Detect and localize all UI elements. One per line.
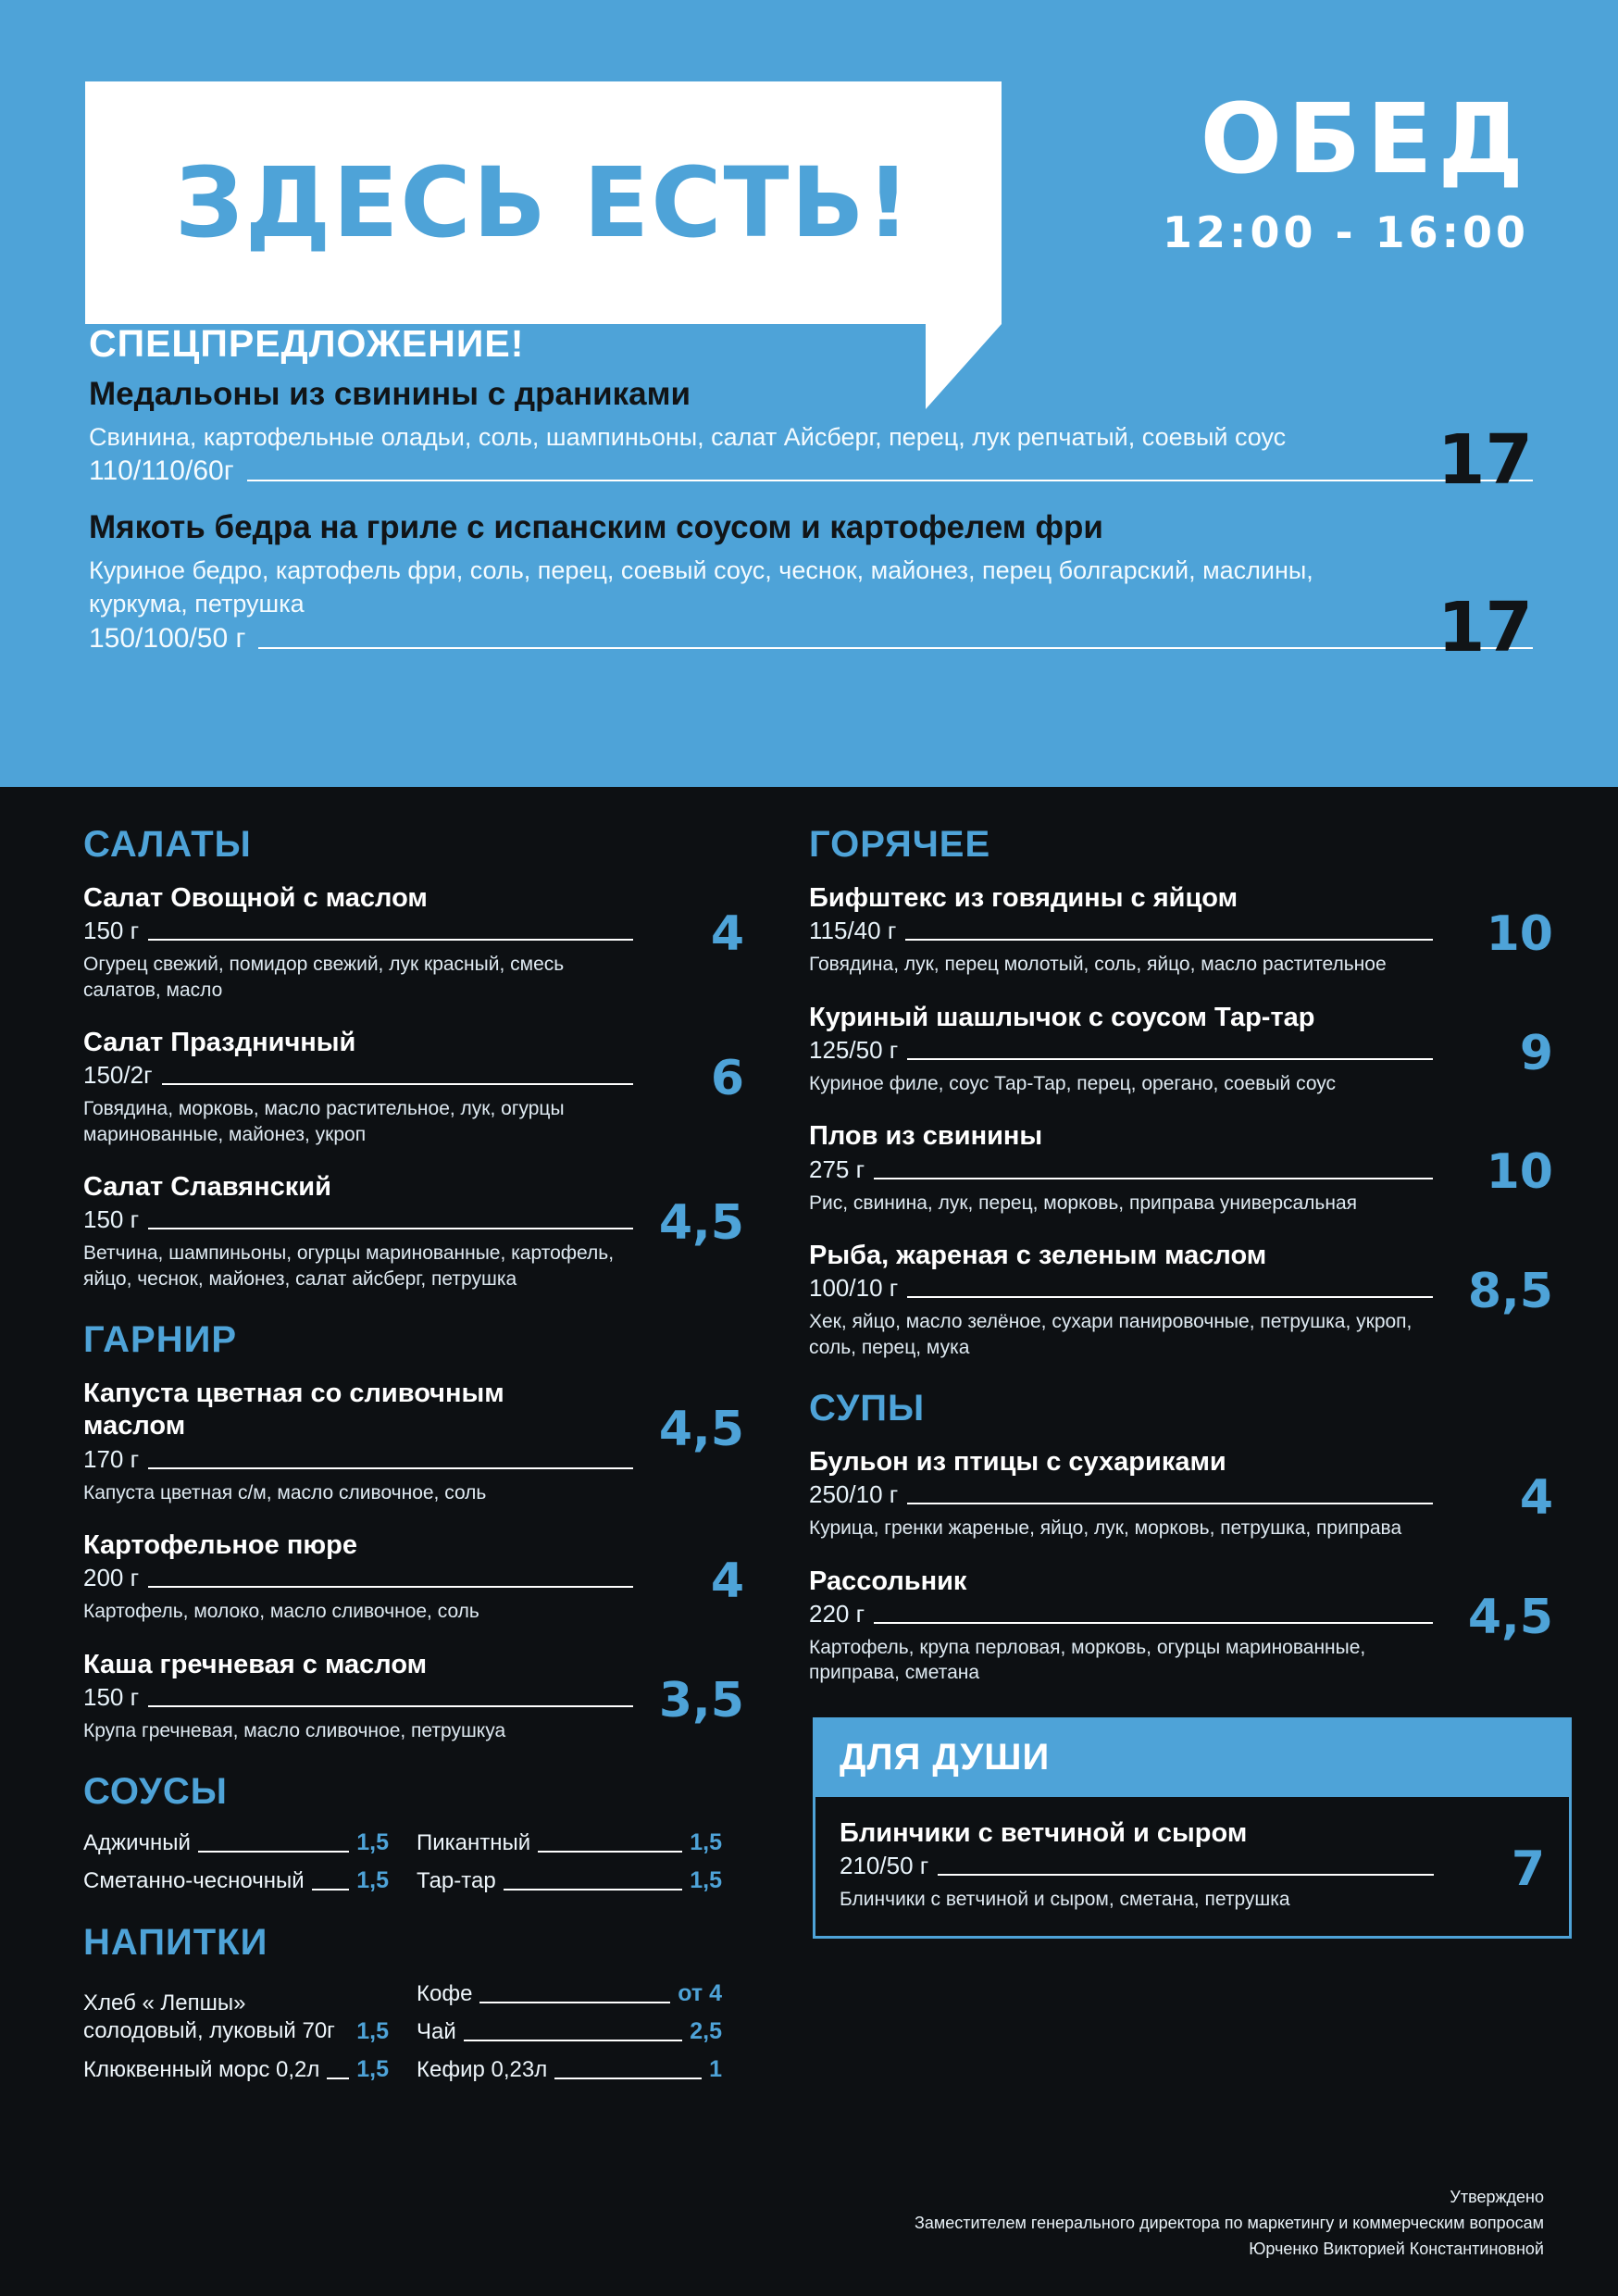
menu-item bbox=[809, 1002, 1553, 1097]
footer-line-3: Юрченко Викторией Константиновной bbox=[1249, 2240, 1544, 2259]
menu-item-row bbox=[83, 1683, 633, 1712]
lunch-block bbox=[1163, 82, 1529, 257]
menu-item-ingredients: Огурец свежий, помидор свежий, лук красный, смесь салатов, масло bbox=[83, 954, 565, 1001]
special-item-weight: 150/100/50 г bbox=[89, 622, 246, 654]
menu-item bbox=[83, 1027, 744, 1147]
menu-item-row bbox=[809, 1155, 1433, 1184]
menu-item bbox=[809, 1240, 1553, 1360]
drink-row bbox=[417, 2056, 722, 2083]
for-the-soul-body bbox=[815, 1797, 1569, 1937]
menu-item-price: 3,5 bbox=[658, 1672, 744, 1728]
special-item-name: Медальоны из свинины с драниками bbox=[89, 376, 691, 412]
menu-item-price: 6 bbox=[710, 1050, 744, 1106]
menu-item-ingredients: Хек, яйцо, масло зелёное, сухари панировочные, петрушка, укроп, соль, перец, мука bbox=[809, 1311, 1413, 1358]
special-item-weight: 110/110/60г bbox=[89, 455, 234, 487]
special-item-ingredients: Свинина, картофельные оладьи, соль, шампиньоны, салат Айсберг, перец, лук репчатый, соевый соус bbox=[89, 422, 1287, 451]
menu-item-row bbox=[809, 917, 1433, 945]
menu-item-weight: 220 г bbox=[809, 1600, 865, 1628]
drink-price: от 4 bbox=[678, 1980, 722, 2007]
leader-rule bbox=[538, 1838, 682, 1853]
menu-item-name: Рыба, жареная с зеленым маслом bbox=[809, 1241, 1267, 1271]
section-title-soul: ДЛЯ ДУШИ bbox=[815, 1720, 1569, 1797]
for-the-soul-box bbox=[813, 1717, 1572, 1940]
special-item bbox=[89, 507, 1533, 668]
drink-price: 1,5 bbox=[356, 2018, 389, 2045]
sauce-price: 1,5 bbox=[356, 1867, 389, 1894]
special-item-price: 17 bbox=[1438, 420, 1533, 501]
drink-price: 2,5 bbox=[690, 2018, 722, 2045]
sauce-price: 1,5 bbox=[356, 1829, 389, 1856]
menu-item-row bbox=[83, 1205, 633, 1234]
menu-item-name: Салат Овощной с маслом bbox=[83, 883, 428, 913]
menu-item-name: Картофельное пюре bbox=[83, 1529, 357, 1560]
menu-item-weight: 200 г bbox=[83, 1564, 140, 1592]
special-item-ingredients: Куриное бедро, картофель фри, соль, перец, соевый соус, чеснок, майонез, перец болгарский, маслины, куркума, петрушка bbox=[89, 555, 1313, 618]
drinks-grid bbox=[83, 1980, 722, 2083]
menu-item bbox=[840, 1817, 1545, 1913]
section-title-salads: САЛАТЫ bbox=[83, 824, 252, 865]
menu-item-ingredients: Куриное филе, соус Тар-Тар, перец, орегано, соевый соус bbox=[809, 1073, 1337, 1095]
menu-item-weight: 250/10 г bbox=[809, 1480, 899, 1509]
leader-rule bbox=[874, 1161, 1433, 1179]
leader-rule bbox=[464, 2027, 682, 2041]
special-item-name: Мякоть бедра на гриле с испанским соусом и картофелем фри bbox=[89, 509, 1103, 546]
menu-column-left bbox=[65, 815, 768, 2083]
menu-item-name: Плов из свинины bbox=[809, 1121, 1043, 1152]
special-item-price: 17 bbox=[1438, 587, 1533, 668]
leader-rule bbox=[907, 1042, 1433, 1060]
leader-rule bbox=[312, 1876, 350, 1890]
menu-item bbox=[809, 882, 1553, 978]
menu-item-weight: 115/40 г bbox=[809, 917, 897, 945]
menu-item-price: 4,5 bbox=[1467, 1589, 1553, 1645]
drink-price: 1 bbox=[709, 2056, 722, 2083]
section-title-drinks: НАПИТКИ bbox=[83, 1922, 268, 1964]
menu-item-ingredients: Рис, свинина, лук, перец, морковь, приправа универсальная bbox=[809, 1192, 1358, 1214]
drinks-subgroup bbox=[417, 1980, 722, 2045]
lunch-title: ОБЕД bbox=[1200, 82, 1529, 195]
section-title-sauces: СОУСЫ bbox=[83, 1771, 228, 1813]
leader-rule bbox=[247, 457, 1533, 481]
menu-item-ingredients: Крупа гречневая, масло сливочное, петрушкуа bbox=[83, 1720, 506, 1741]
menu-item-price: 4 bbox=[1519, 1469, 1553, 1526]
menu-item-ingredients: Капуста цветная с/м, масло сливочное, соль bbox=[83, 1481, 487, 1504]
leader-rule bbox=[907, 1279, 1433, 1298]
sauce-row bbox=[83, 1867, 389, 1894]
leader-rule bbox=[198, 1838, 349, 1853]
menu-item-weight: 150/2г bbox=[83, 1061, 153, 1090]
leader-rule bbox=[504, 1876, 683, 1890]
menu-item-row bbox=[840, 1852, 1434, 1880]
leader-rule bbox=[148, 1451, 633, 1469]
drink-row bbox=[417, 2018, 722, 2045]
sauce-row bbox=[417, 1829, 722, 1856]
menu-item-row bbox=[83, 1564, 633, 1592]
menu-item-name: Бифштекс из говядины с яйцом bbox=[809, 883, 1238, 913]
menu-item-row bbox=[83, 917, 633, 945]
menu-item-name: Каша гречневая с маслом bbox=[83, 1649, 428, 1679]
menu-item-ingredients: Картофель, молоко, масло сливочное, соль bbox=[83, 1601, 479, 1623]
leader-rule bbox=[938, 1857, 1434, 1876]
menu-item bbox=[83, 1378, 744, 1505]
menu-item bbox=[83, 1529, 744, 1625]
menu-item-ingredients: Говядина, морковь, масло растительное, лук, огурцы маринованные, майонез, укроп bbox=[83, 1098, 565, 1145]
speech-bubble bbox=[85, 81, 1002, 324]
menu-item bbox=[83, 882, 744, 1003]
menu-item-row bbox=[83, 1061, 633, 1090]
menu-item bbox=[809, 1566, 1553, 1686]
leader-rule bbox=[148, 1211, 633, 1229]
drink-name: Кофе bbox=[417, 1981, 473, 2007]
section-title-soups: СУПЫ bbox=[809, 1387, 926, 1429]
menu-item-ingredients: Ветчина, шампиньоны, огурцы маринованные, картофель, яйцо, чеснок, майонез, салат айсберг, петрушка bbox=[83, 1242, 615, 1290]
section-title-hot: ГОРЯЧЕЕ bbox=[809, 824, 991, 865]
header-banner bbox=[0, 0, 1618, 787]
sauce-row bbox=[83, 1829, 389, 1856]
drink-row bbox=[83, 2056, 389, 2083]
special-item-row bbox=[89, 623, 1533, 655]
menu-body bbox=[0, 787, 1618, 2083]
menu-item-ingredients: Курица, гренки жареные, яйцо, лук, морковь, петрушка, приправа bbox=[809, 1517, 1402, 1540]
leader-rule bbox=[327, 2065, 349, 2079]
menu-item-price: 9 bbox=[1519, 1025, 1553, 1081]
menu-item-weight: 150 г bbox=[83, 917, 140, 945]
sauce-name: Пикантный bbox=[417, 1830, 531, 1856]
footer-line-1: Утверждено bbox=[1450, 2188, 1544, 2207]
menu-item-row bbox=[83, 1445, 633, 1474]
drink-name: Хлеб « Лепшы» солодовый, луковый 70г bbox=[83, 1990, 335, 2044]
menu-item bbox=[83, 1171, 744, 1292]
banner-title: ЗДЕСЬ ЕСТЬ! bbox=[174, 146, 913, 259]
menu-item-price: 10 bbox=[1486, 1144, 1553, 1201]
menu-item-weight: 150 г bbox=[83, 1683, 140, 1711]
menu-item-weight: 125/50 г bbox=[809, 1036, 899, 1065]
menu-item-name: Капуста цветная со сливочным маслом bbox=[83, 1378, 504, 1441]
menu-item-price: 8,5 bbox=[1467, 1264, 1553, 1320]
drink-row bbox=[417, 1980, 722, 2007]
menu-item-row bbox=[809, 1274, 1433, 1303]
menu-item-weight: 275 г bbox=[809, 1154, 865, 1183]
menu-item-name: Бульон из птицы с сухариками bbox=[809, 1446, 1226, 1477]
menu-item-row bbox=[809, 1600, 1433, 1628]
leader-rule bbox=[148, 1569, 633, 1588]
drink-price: 1,5 bbox=[356, 2056, 389, 2083]
sauce-row bbox=[417, 1867, 722, 1894]
menu-columns bbox=[0, 815, 1618, 2083]
menu-item-weight: 100/10 г bbox=[809, 1274, 899, 1303]
menu-item-name: Салат Праздничный bbox=[83, 1027, 356, 1057]
menu-item-ingredients: Картофель, крупа перловая, морковь, огурцы маринованные, приправа, сметана bbox=[809, 1637, 1366, 1684]
special-offer-heading: СПЕЦПРЕДЛОЖЕНИЕ! bbox=[89, 322, 525, 365]
drink-name: Кефир 0,23л bbox=[417, 2057, 548, 2083]
menu-item-weight: 170 г bbox=[83, 1444, 140, 1473]
menu-item-ingredients: Говядина, лук, перец молотый, соль, яйцо, масло растительное bbox=[809, 954, 1387, 976]
drink-row bbox=[83, 1980, 389, 2045]
menu-item-price: 4 bbox=[710, 1553, 744, 1609]
drink-name: Клюквенный морс 0,2л bbox=[83, 2057, 320, 2083]
menu-item bbox=[83, 1649, 744, 1744]
menu-item-row bbox=[809, 1480, 1433, 1509]
menu-item-price: 10 bbox=[1486, 906, 1553, 962]
leader-rule bbox=[479, 1989, 670, 2003]
menu-item-name: Блинчики с ветчиной и сыром bbox=[840, 1817, 1248, 1848]
menu-item-name: Салат Славянский bbox=[83, 1171, 331, 1202]
menu-item-name: Рассольник bbox=[809, 1566, 967, 1596]
menu-item bbox=[809, 1446, 1553, 1541]
leader-rule bbox=[162, 1067, 633, 1085]
menu-item-price: 7 bbox=[1511, 1841, 1545, 1897]
sauce-price: 1,5 bbox=[690, 1829, 722, 1856]
lunch-time: 12:00 - 16:00 bbox=[1163, 207, 1529, 257]
menu-item-name: Куриный шашлычок с соусом Тар-тар bbox=[809, 1002, 1315, 1032]
menu-item-weight: 210/50 г bbox=[840, 1852, 929, 1879]
menu-item-row bbox=[809, 1036, 1433, 1065]
leader-rule bbox=[907, 1486, 1433, 1504]
special-offer-list bbox=[89, 374, 1533, 675]
leader-rule bbox=[148, 922, 633, 941]
drink-name: Чай bbox=[417, 2019, 456, 2045]
sauce-name: Тар-тар bbox=[417, 1868, 496, 1894]
approval-footer bbox=[915, 2185, 1544, 2263]
sauce-name: Сметанно-чесночный bbox=[83, 1868, 305, 1894]
menu-column-right bbox=[768, 815, 1553, 2083]
leader-rule bbox=[874, 1605, 1433, 1624]
sauces-grid bbox=[83, 1829, 722, 1894]
sauce-price: 1,5 bbox=[690, 1867, 722, 1894]
menu-item-price: 4 bbox=[710, 906, 744, 962]
leader-rule bbox=[905, 922, 1433, 941]
menu-item-weight: 150 г bbox=[83, 1205, 140, 1234]
footer-line-2: Заместителем генерального директора по маркетингу и коммерческим вопросам bbox=[914, 2214, 1544, 2233]
special-item bbox=[89, 374, 1533, 501]
leader-rule bbox=[148, 1689, 633, 1707]
menu-item-price: 4,5 bbox=[658, 1401, 744, 1457]
leader-rule bbox=[554, 2065, 702, 2079]
special-item-row bbox=[89, 455, 1533, 487]
leader-rule bbox=[258, 625, 1533, 649]
sauce-name: Аджичный bbox=[83, 1830, 191, 1856]
menu-item bbox=[809, 1120, 1553, 1216]
menu-item-ingredients: Блинчики с ветчиной и сыром, сметана, петрушка bbox=[840, 1889, 1290, 1910]
section-title-garnish: ГАРНИР bbox=[83, 1318, 238, 1360]
menu-item-price: 4,5 bbox=[658, 1194, 744, 1251]
